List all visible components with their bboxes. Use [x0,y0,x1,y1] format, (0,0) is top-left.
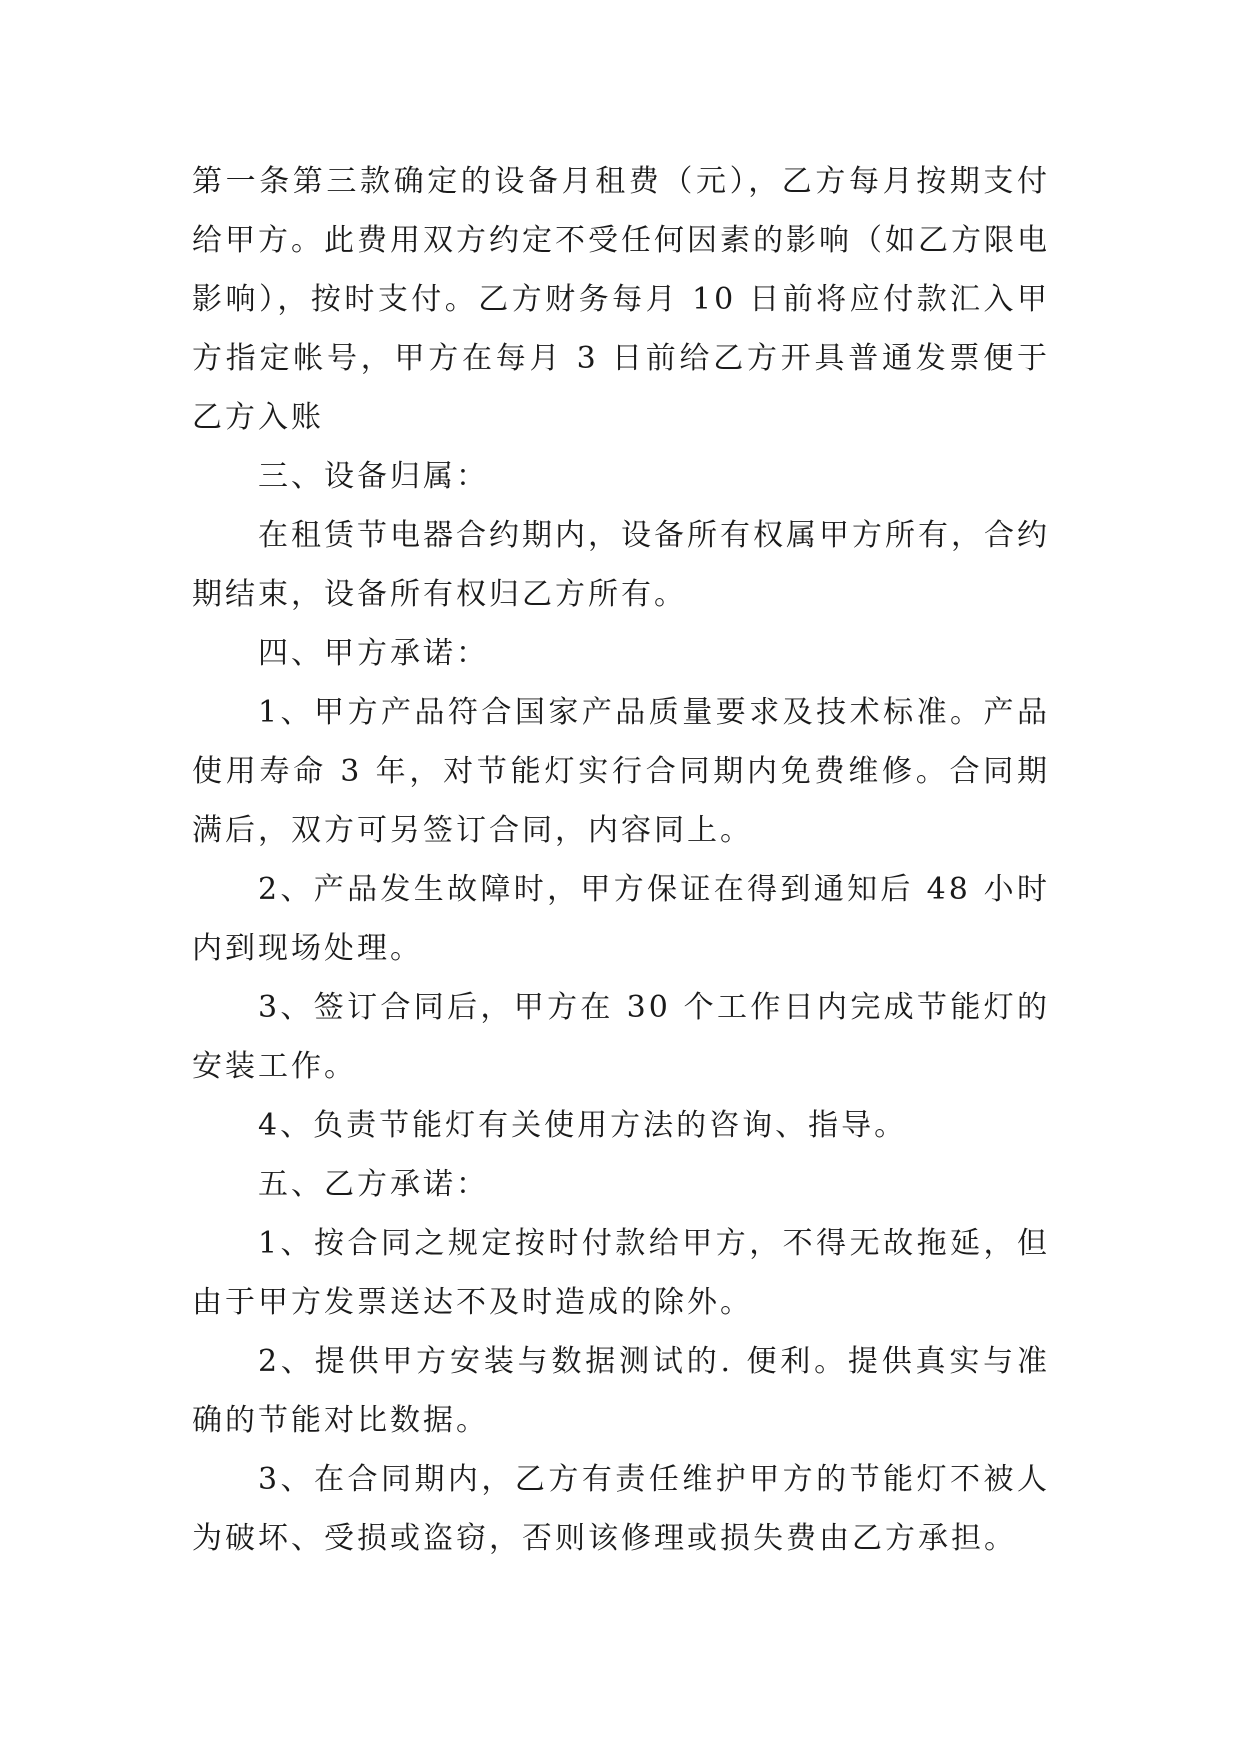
paragraph-party-a-item-1: 1、甲方产品符合国家产品质量要求及技术标准。产品使用寿命 3 年，对节能灯实行合同期内免费维修。合同期满后，双方可另签订合同，内容同上。 [192,695,1050,848]
paragraph-party-b-item-3: 3、在合同期内，乙方有责任维护甲方的节能灯不被人为破坏、受损或盗窃，否则该修理或损失费由乙方承担。 [192,1462,1050,1556]
paragraph-equipment-ownership: 在租赁节电器合约期内，设备所有权属甲方所有，合约期结束，设备所有权归乙方所有。 [192,518,1050,612]
paragraph-party-a-item-2: 2、产品发生故障时，甲方保证在得到通知后 48 小时内到现场处理。 [192,872,1050,966]
paragraph-party-b-item-2: 2、提供甲方安装与数据测试的. 便利。提供真实与准确的节能对比数据。 [192,1344,1050,1438]
paragraph-rent-payment: 第一条第三款确定的设备月租费（元），乙方每月按期支付给甲方。此费用双方约定不受任何因素的影响（如乙方限电影响），按时支付。乙方财务每月 10 日前将应付款汇入甲方指定帐号，甲方在每月 3 日前给乙方开具普通发票便于乙方入账 [192,164,1050,435]
paragraph-party-b-item-1: 1、按合同之规定按时付款给甲方，不得无故拖延，但由于甲方发票送达不及时造成的除外。 [192,1226,1050,1320]
section-heading-party-b-commitments: 五、乙方承诺： [258,1167,489,1202]
section-heading-equipment-ownership: 三、设备归属： [258,459,489,494]
document-body [192,152,1050,1568]
paragraph-party-a-item-3: 3、签订合同后，甲方在 30 个工作日内完成节能灯的安装工作。 [192,990,1050,1084]
section-heading-party-a-commitments: 四、甲方承诺： [258,636,489,671]
paragraph-party-a-item-4: 4、负责节能灯有关使用方法的咨询、指导。 [258,1108,908,1143]
